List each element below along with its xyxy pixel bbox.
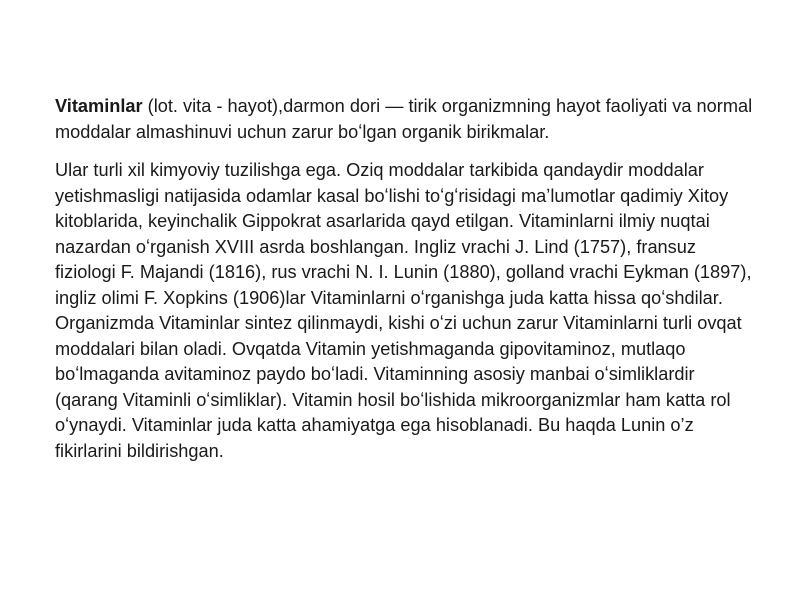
definition-text: (lot. vita - hayot),darmon dori — tirik organizmning hayot faoliyati va normal moddalar almashinuvi uchun zarur boʻlgan organik birikmalar. (55, 96, 753, 142)
term-vitaminlar: Vitaminlar (55, 96, 143, 116)
paragraph-history: Ular turli xil kimyoviy tuzilishga ega. Oziq moddalar tarkibida qandaydir moddalar yetishmasligi natijasida odamlar kasal boʻlishi toʻgʻrisidagi maʼlumotlar qadimiy Xitoy kitoblarida, keyinchalik Gippokrat asarlarida qayd etilgan. Vitaminlarni ilmiy nuqtai nazardan oʻrganish XVIII asrda boshlangan. Ingliz vrachi J. Lind (1757), fransuz fiziologi F. Majandi (1816), rus vrachi N. I. Lunin (1880), golland vrachi Eykman (1897), ingliz olimi F. Xopkins (1906)lar Vitaminlarni oʻrganishga juda katta hissa qoʻshdilar. Organizmda Vitaminlar sintez qilinmaydi, kishi oʻzi uchun zarur Vitaminlarni turli ovqat moddalari bilan oladi. Ovqatda Vitamin yetishmaganda gipovitaminoz, mutlaqo boʻlmaganda avitaminoz paydo boʻladi. Vitaminning asosiy manbai oʻsimliklardir (qarang Vitaminli oʻsimliklar). Vitamin hosil boʻlishida mikroorganizmlar ham katta rol oʻynaydi. Vitaminlar juda katta ahamiyatga ega hisoblanadi. Bu haqda Lunin o’z fikirlarini bildirishgan. (55, 160, 752, 461)
paragraph-definition (55, 94, 760, 145)
text-body (55, 94, 760, 464)
